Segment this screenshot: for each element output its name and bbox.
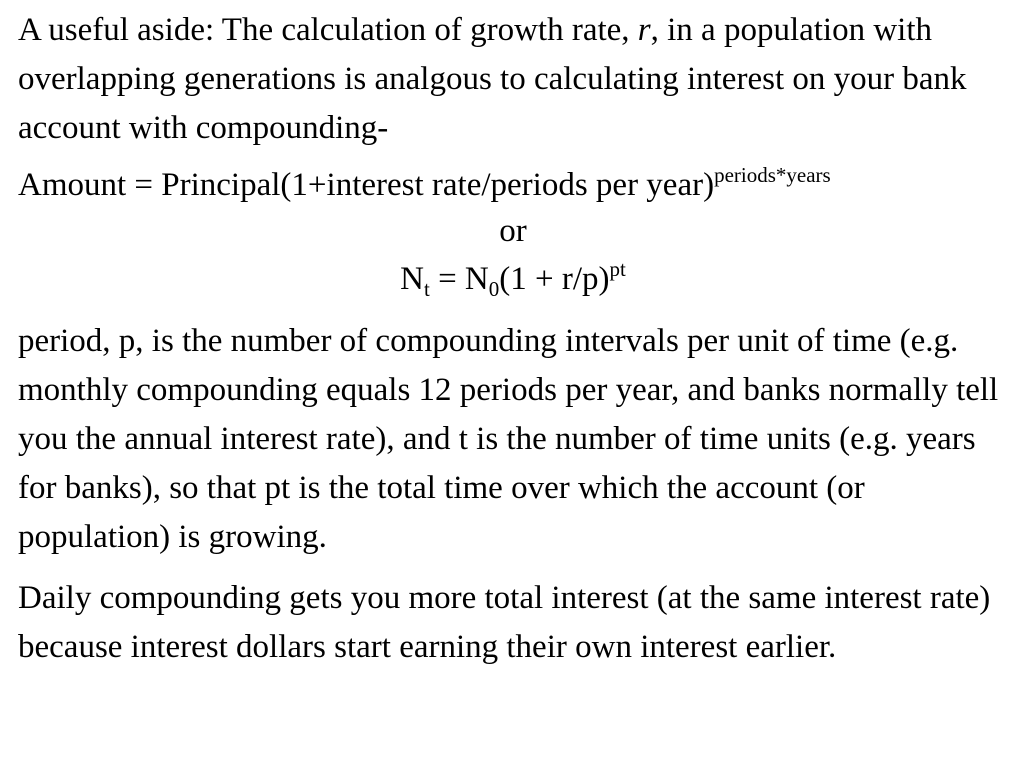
n-symbol: N [400,261,424,297]
formula-body: (1 + r/p) [499,261,610,297]
intro-text-end: , in a population with overlapping generations is analgous to calculating interest on your bank account with compounding- [18,12,967,146]
or-separator: or [499,213,527,249]
population-growth-formula [18,255,1008,303]
formula-exponent-pt: pt [609,257,626,281]
slide-content [18,6,1018,672]
intro-text-start: A useful aside: The calculation of growth rate, [18,12,638,48]
formula-exponent: periods*years [714,163,831,187]
period-explanation-paragraph: period, p, is the number of compounding intervals per unit of time (e.g. monthly compounding equals 12 periods per year, and banks normally tell you the annual interest rate), and t is the number of time units (e.g. years for banks), so that pt is the total time over which the account (or population) is growing. [18,323,999,555]
compound-interest-formula [18,163,1018,207]
subscript-t: t [423,277,430,301]
equals-n0: = N [429,261,489,297]
subscript-0: 0 [488,277,500,301]
formula-text: Amount = Principal(1+interest rate/periods per year) [18,167,715,203]
daily-compounding-paragraph: Daily compounding gets you more total interest (at the same interest rate) because interest dollars start earning their own interest earlier. [18,580,991,665]
intro-paragraph [18,6,1018,153]
growth-rate-symbol: r [637,12,651,48]
